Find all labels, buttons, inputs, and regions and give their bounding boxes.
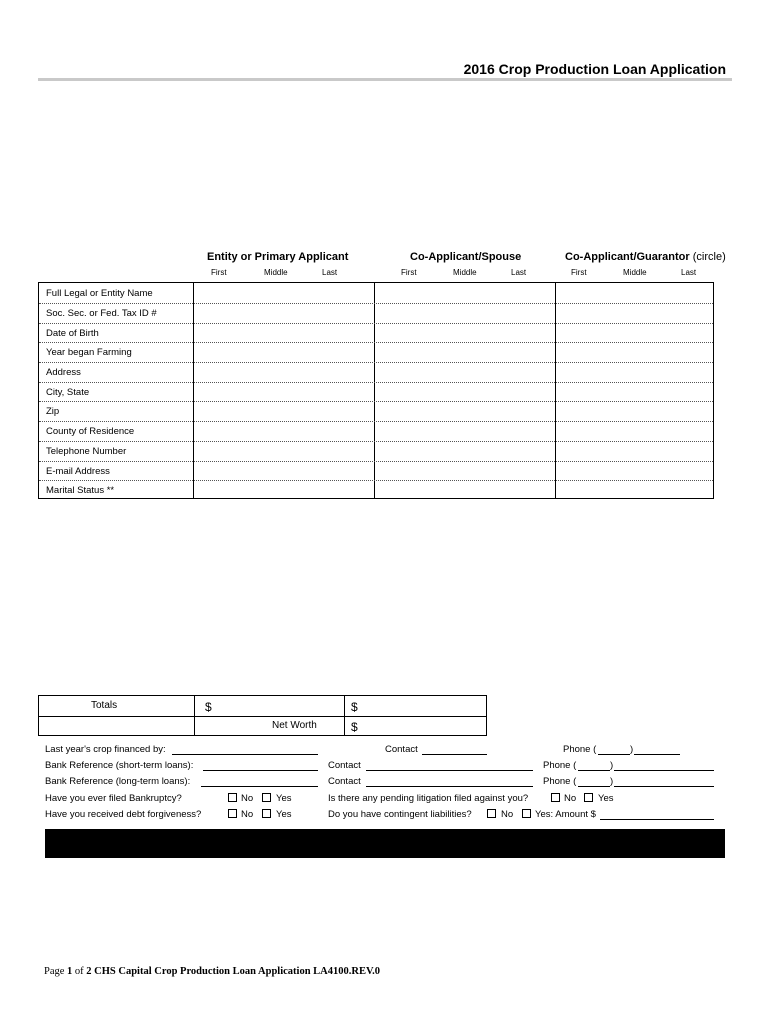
row-label-full-name: Full Legal or Entity Name xyxy=(46,288,153,299)
row-divider xyxy=(39,441,713,442)
row-divider xyxy=(39,303,713,304)
debt-forgiveness-label: Have you received debt forgiveness? xyxy=(45,809,202,820)
yes-label: Yes xyxy=(276,793,292,804)
yes-label: Yes xyxy=(598,793,614,804)
debt-forgiveness-no-checkbox[interactable] xyxy=(228,809,237,818)
litigation-yes-checkbox[interactable] xyxy=(584,793,593,802)
sub-first: First xyxy=(211,268,227,277)
totals-spouse-dollar: $ xyxy=(351,700,358,714)
row-divider xyxy=(39,401,713,402)
row-divider xyxy=(39,716,486,717)
bankruptcy-yes-checkbox[interactable] xyxy=(262,793,271,802)
row-divider xyxy=(39,382,713,383)
title-divider xyxy=(38,78,732,81)
net-worth-label: Net Worth xyxy=(272,720,317,731)
contact-field[interactable] xyxy=(422,754,487,755)
net-worth-dollar: $ xyxy=(351,720,358,734)
row-label-telephone: Telephone Number xyxy=(46,445,127,457)
row-label-city-state: City, State xyxy=(46,386,90,398)
column-heading-guarantor: Co-Applicant/Guarantor (circle) xyxy=(565,251,726,263)
no-label: No xyxy=(241,809,254,820)
contact-label: Contact xyxy=(328,776,361,787)
contingent-amount-field[interactable] xyxy=(600,819,714,820)
sub-first: First xyxy=(571,268,587,277)
phone-area-field[interactable] xyxy=(598,754,630,755)
last-year-crop-label: Last year's crop financed by: xyxy=(45,744,166,755)
sub-first: First xyxy=(401,268,417,277)
bank-long-contact-field[interactable] xyxy=(366,786,533,787)
litigation-label: Is there any pending litigation filed against you? xyxy=(328,793,529,804)
contact-label: Contact xyxy=(385,744,418,755)
yes-label: Yes xyxy=(276,809,292,820)
phone-number-field[interactable] xyxy=(614,770,714,771)
row-label-address: Address xyxy=(46,366,81,378)
totals-networth-table xyxy=(38,695,487,736)
bank-short-label: Bank Reference (short-term loans): xyxy=(45,760,194,771)
phone-label: Phone ( xyxy=(563,744,597,755)
phone-number-field[interactable] xyxy=(614,786,714,787)
sub-middle: Middle xyxy=(264,268,288,277)
phone-area-field[interactable] xyxy=(578,786,610,787)
yes-amount-label: Yes: Amount $ xyxy=(535,809,596,820)
phone-number-field[interactable] xyxy=(634,754,680,755)
sub-middle: Middle xyxy=(623,268,647,277)
bank-short-field[interactable] xyxy=(203,770,318,771)
no-label: No xyxy=(564,793,577,804)
row-label-county: County of Residence xyxy=(46,426,135,438)
totals-label: Totals xyxy=(91,700,118,711)
row-divider xyxy=(39,461,713,462)
row-label-tax-id: Soc. Sec. or Fed. Tax ID # xyxy=(46,307,157,319)
sub-last: Last xyxy=(681,268,697,277)
row-divider xyxy=(39,362,713,363)
bankruptcy-no-checkbox[interactable] xyxy=(228,793,237,802)
bank-long-label: Bank Reference (long-term loans): xyxy=(45,776,191,787)
row-divider xyxy=(39,421,713,422)
phone-close: ) xyxy=(610,760,614,771)
row-label-email: E-mail Address xyxy=(46,465,110,477)
phone-label: Phone ( xyxy=(543,776,577,787)
no-label: No xyxy=(241,793,254,804)
page-footer: Page 1 of 2 CHS Capital Crop Production Loan Application LA4100.REV.0 xyxy=(44,966,381,977)
column-divider xyxy=(555,283,556,498)
debt-forgiveness-yes-checkbox[interactable] xyxy=(262,809,271,818)
row-divider xyxy=(39,342,713,343)
phone-close: ) xyxy=(610,776,614,787)
litigation-no-checkbox[interactable] xyxy=(551,793,560,802)
contingent-no-checkbox[interactable] xyxy=(487,809,496,818)
phone-area-field[interactable] xyxy=(578,770,610,771)
phone-label: Phone ( xyxy=(543,760,577,771)
sub-last: Last xyxy=(511,268,527,277)
contingent-label: Do you have contingent liabilities? xyxy=(328,809,472,820)
circle-note: (circle) xyxy=(692,251,726,263)
contact-label: Contact xyxy=(328,760,361,771)
bank-short-contact-field[interactable] xyxy=(366,770,533,771)
column-divider xyxy=(374,283,375,498)
no-label: No xyxy=(501,809,514,820)
totals-primary-dollar: $ xyxy=(205,700,212,714)
column-heading-primary: Entity or Primary Applicant xyxy=(207,251,349,263)
row-label-zip: Zip xyxy=(46,406,60,418)
column-divider xyxy=(193,283,194,498)
column-heading-spouse: Co-Applicant/Spouse xyxy=(410,251,522,263)
bank-long-field[interactable] xyxy=(201,786,318,787)
phone-close: ) xyxy=(630,744,634,755)
row-label-year-began-farming: Year began Farming xyxy=(46,347,132,359)
row-divider xyxy=(39,323,713,324)
applicant-info-table xyxy=(38,282,714,499)
page-title: 2016 Crop Production Loan Application xyxy=(463,61,726,77)
row-label-marital-status: Marital Status ** xyxy=(46,485,115,497)
sub-middle: Middle xyxy=(453,268,477,277)
row-label-date-of-birth: Date of Birth xyxy=(46,327,99,339)
contingent-yes-checkbox[interactable] xyxy=(522,809,531,818)
last-year-crop-field[interactable] xyxy=(172,754,318,755)
black-banner xyxy=(45,829,725,858)
sub-last: Last xyxy=(322,268,338,277)
row-divider xyxy=(39,480,713,481)
bankruptcy-label: Have you ever filed Bankruptcy? xyxy=(45,793,182,804)
